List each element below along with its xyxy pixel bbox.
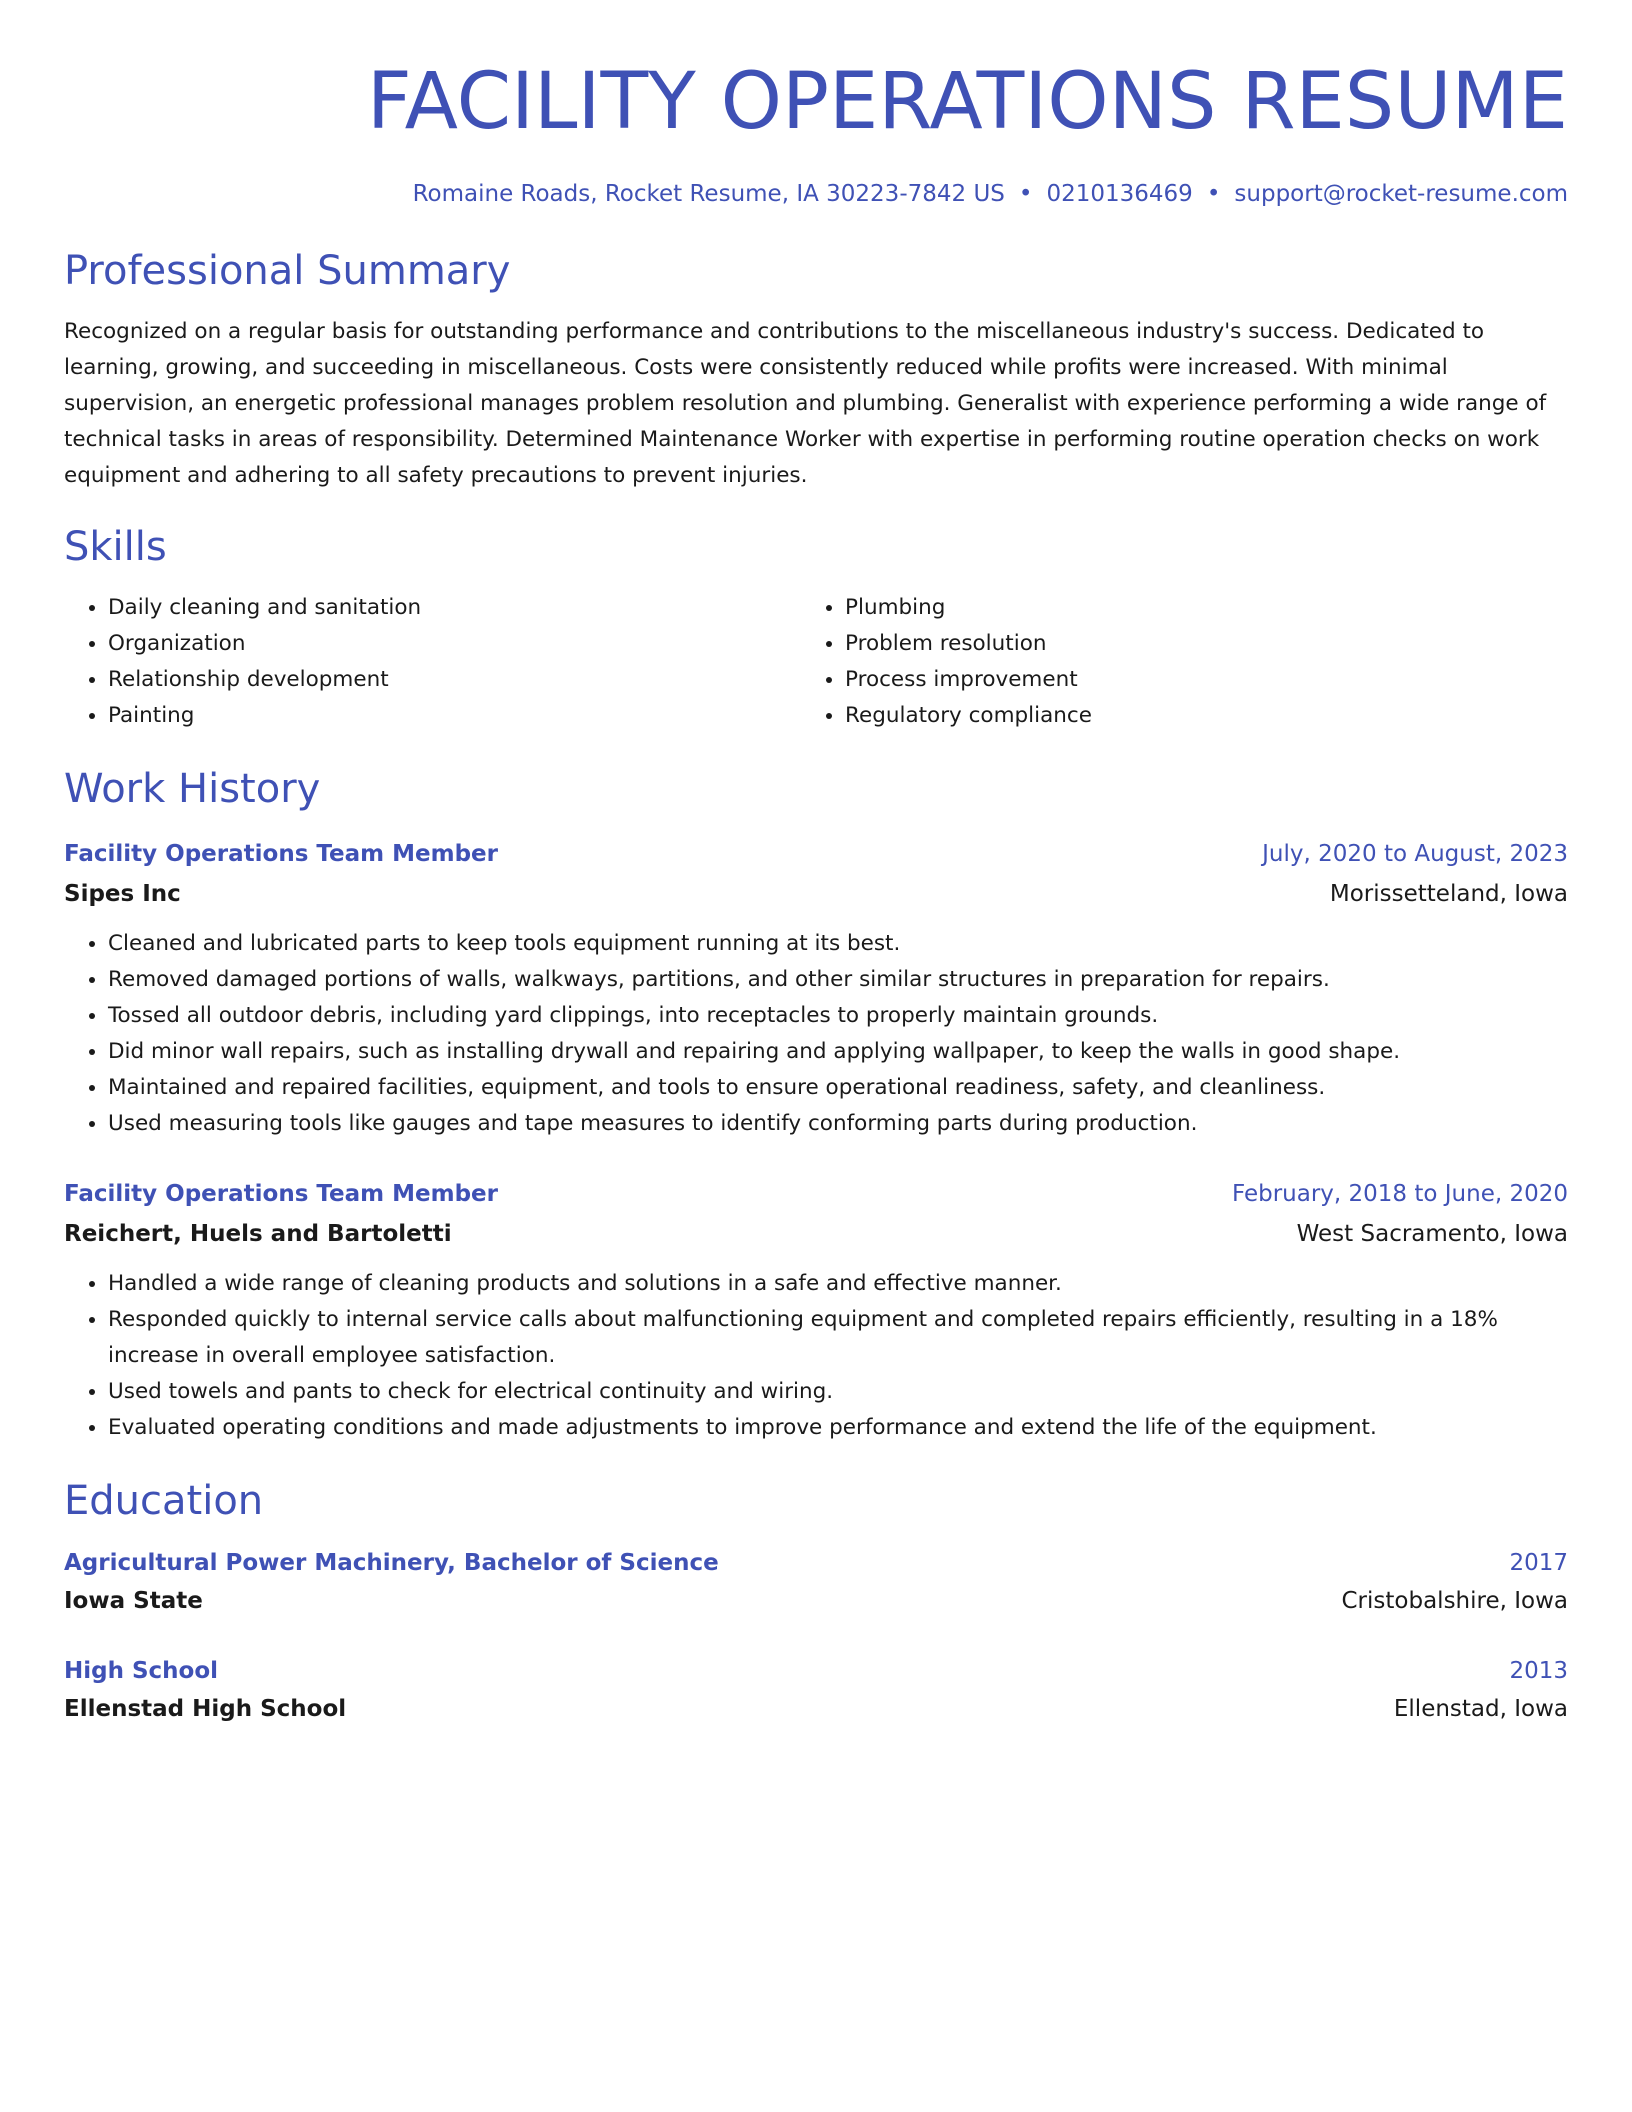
summary-section [64,244,1568,494]
job-dates: February, 2018 to June, 2020 [1231,1181,1568,1207]
job-entry [64,1174,1568,1446]
summary-text: Recognized on a regular basis for outstanding performance and contributions to the miscellaneous industry's success. Dedicated to learning, growing, and succeeding in miscellaneous. Costs were consistently reduced while profits were increased. With minimal supervision, an energetic professional manages problem resolution and plumbing. Generalist with experience performing a wide range of technical tasks in areas of responsibility. Determined Maintenance Worker with expertise in performing routine operation checks on work equipment and adhering to all safety precautions to prevent injuries. [64,319,1547,488]
skill-item: • Regulatory compliance [845,698,1538,734]
job-location: Morissetteland, Iowa [1329,881,1568,907]
skills-heading: Skills [64,524,167,570]
job-bullet: • Used towels and pants to check for electrical continuity and wiring. [108,1374,1568,1410]
job-bullet: • Used measuring tools like gauges and tape measures to identify conforming parts during production. [108,1106,1568,1142]
contact-address: Romaine Roads, Rocket Resume, IA 30223-7842 US [412,181,1005,207]
work-history-heading: Work History [64,766,321,812]
job-header-row [64,1174,1568,1214]
job-header-row [64,834,1568,874]
job-company-row [64,874,1568,914]
skill-item: • Process improvement [845,662,1538,698]
education-school-row [64,1582,1568,1620]
work-history-section [64,762,1568,1446]
contact-separator: • [1018,181,1033,207]
education-heading: Education [64,1478,264,1524]
skill-item: • Organization [108,626,801,662]
education-degree: Agricultural Power Machinery, Bachelor of Science [64,1550,719,1576]
job-title: Facility Operations Team Member [64,841,498,867]
education-section [64,1474,1568,1728]
summary-heading: Professional Summary [64,248,511,294]
job-bullet: • Maintained and repaired facilities, equipment, and tools to ensure operational readiness, safety, and cleanliness. [108,1070,1568,1106]
education-year: 2013 [1509,1658,1568,1684]
job-bullets [64,1266,1568,1446]
job-company-row [64,1214,1568,1254]
skill-item: • Relationship development [108,662,801,698]
skills-columns [64,590,1568,734]
skill-item: • Plumbing [845,590,1538,626]
job-company: Sipes Inc [64,881,181,907]
education-entry [64,1544,1568,1620]
contact-phone: 0210136469 [1046,181,1193,207]
job-bullets [64,926,1568,1142]
education-location: Ellenstad, Iowa [1393,1696,1568,1722]
education-school: Ellenstad High School [64,1696,347,1722]
job-dates: July, 2020 to August, 2023 [1262,841,1568,867]
education-header-row [64,1652,1568,1690]
education-header-row [64,1544,1568,1582]
education-entry [64,1652,1568,1728]
skills-list-right [801,590,1538,734]
job-company: Reichert, Huels and Bartoletti [64,1221,452,1247]
job-bullet: • Did minor wall repairs, such as installing drywall and repairing and applying wallpaper, to keep the walls in good shape. [108,1034,1568,1070]
contact-email: support@rocket-resume.com [1234,181,1568,207]
job-bullet: • Handled a wide range of cleaning products and solutions in a safe and effective manner. [108,1266,1568,1302]
job-bullet: • Removed damaged portions of walls, walkways, partitions, and other similar structures in preparation for repairs. [108,962,1568,998]
job-bullet: • Responded quickly to internal service calls about malfunctioning equipment and completed repairs efficiently, resulting in a 18% increase in overall employee satisfaction. [108,1302,1568,1374]
skills-list-left [64,590,801,734]
resume-header [64,52,1568,210]
education-school: Iowa State [64,1588,203,1614]
education-year: 2017 [1509,1550,1568,1576]
job-bullet: • Tossed all outdoor debris, including yard clippings, into receptacles to properly maintain grounds. [108,998,1568,1034]
job-location: West Sacramento, Iowa [1296,1221,1568,1247]
resume-title: FACILITY OPERATIONS RESUME [366,57,1568,147]
education-location: Cristobalshire, Iowa [1341,1588,1568,1614]
skills-section [64,520,1568,734]
skill-item: • Daily cleaning and sanitation [108,590,801,626]
education-degree: High School [64,1658,219,1684]
job-bullet: • Cleaned and lubricated parts to keep tools equipment running at its best. [108,926,1568,962]
contact-separator: • [1206,181,1221,207]
job-title: Facility Operations Team Member [64,1181,498,1207]
job-bullet: • Evaluated operating conditions and made adjustments to improve performance and extend the life of the equipment. [108,1410,1568,1446]
education-school-row [64,1690,1568,1728]
job-entry [64,834,1568,1142]
skill-item: • Painting [108,698,801,734]
skill-item: • Problem resolution [845,626,1538,662]
contact-line [64,178,1568,210]
